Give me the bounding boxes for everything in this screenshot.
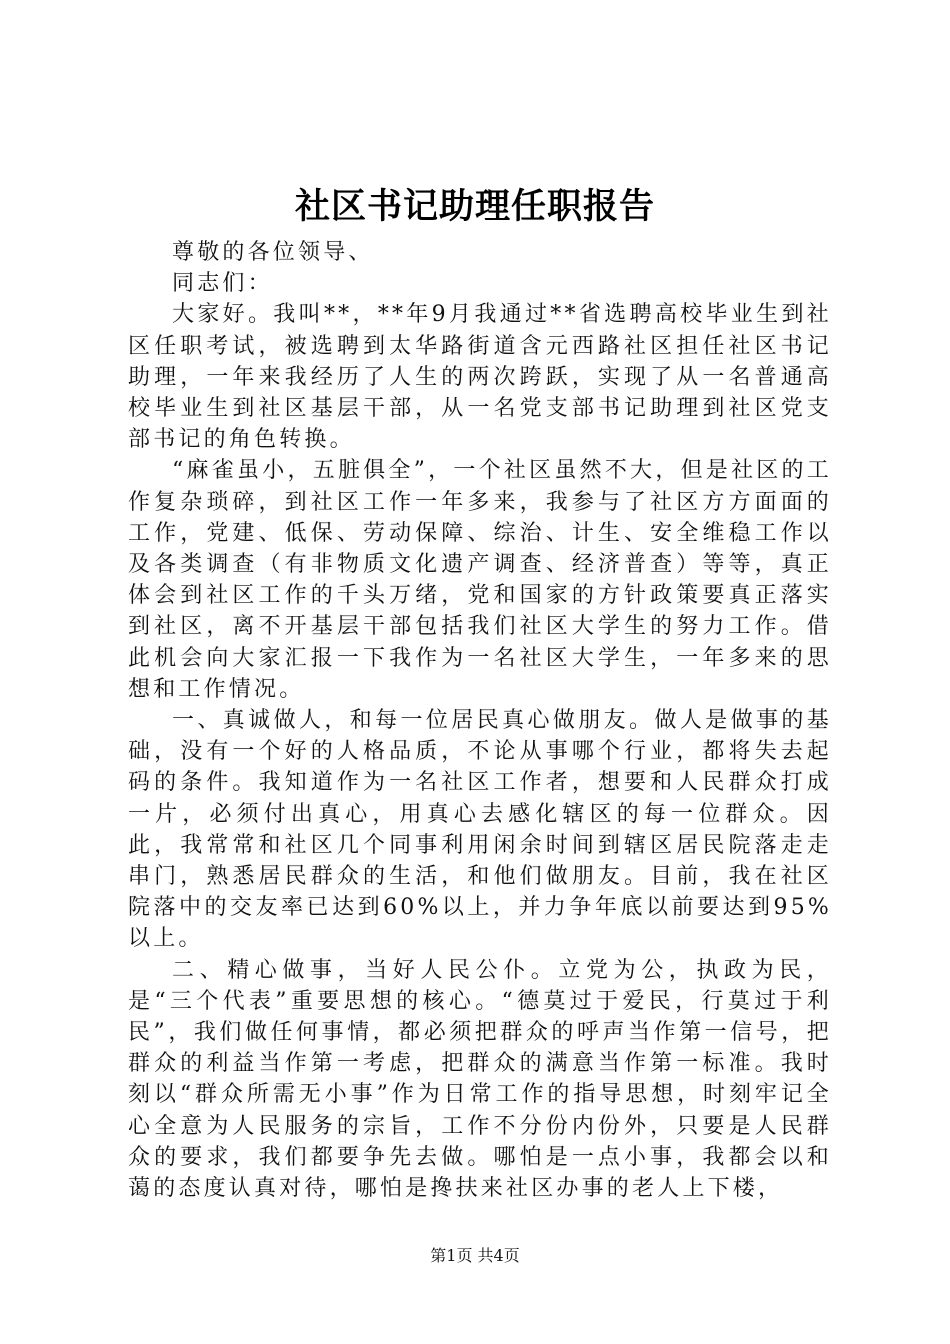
page-number-footer: 第1页 共4页 <box>430 1246 520 1265</box>
salutation-line: 同志们： <box>172 271 273 297</box>
document-body <box>128 237 832 1204</box>
body-paragraph: 一、真诚做人，和每一位居民真心做朋友。做人是做事的基础，没有一个好的人格品质，不论从事哪个行业，都将失去起码的条件。我知道作为一名社区工作者，想要和人民群众打成一片，必须付出真心，用真心去感化辖区的每一位群众。因此，我常常和社区几个同事利用闲余时间到辖区居民院落走走串门，熟悉居民群众的生活，和他们做朋友。目前，我在社区院落中的交友率已达到60%以上，并力争年底以前要达到95%以上。 <box>128 708 832 952</box>
body-paragraph: 二、精心做事，当好人民公仆。立党为公，执政为民，是“三个代表”重要思想的核心。“德莫过于爱民，行莫过于利民”，我们做任何事情，都必须把群众的呼声当作第一信号，把群众的利益当作第一考虑，把群众的满意当作第一标准。我时刻以“群众所需无小事”作为日常工作的指导思想，时刻牢记全心全意为人民服务的宗旨，工作不分份内份外，只要是人民群众的要求，我们都要争先去做。哪怕是一点小事，我都会以和蔼的态度认真对待，哪怕是搀扶来社区办事的老人上下楼， <box>128 957 832 1202</box>
body-paragraph: “麻雀虽小，五脏俱全”，一个社区虽然不大，但是社区的工作复杂琐碎，到社区工作一年多来，我参与了社区方方面面的工作，党建、低保、劳动保障、综治、计生、安全维稳工作以及各类调查（有非物质文化遗产调查、经济普查）等等，真正体会到社区工作的千头万绪，党和国家的方针政策要真正落实到社区，离不开基层干部包括我们社区大学生的努力工作。借此机会向大家汇报一下我作为一名社区大学生，一年多来的思想和工作情况。 <box>128 458 832 702</box>
body-paragraph: 大家好。我叫**，**年9月我通过**省选聘高校毕业生到社区任职考试，被选聘到太华路街道含元西路社区担任社区书记助理，一年来我经历了人生的两次跨跃，实现了从一名普通高校毕业生到社区基层干部，从一名党支部书记助理到社区党支部书记的角色转换。 <box>128 302 832 453</box>
salutation-line: 尊敬的各位领导、 <box>172 240 374 265</box>
document-title: 社区书记助理任职报告 <box>294 186 655 227</box>
